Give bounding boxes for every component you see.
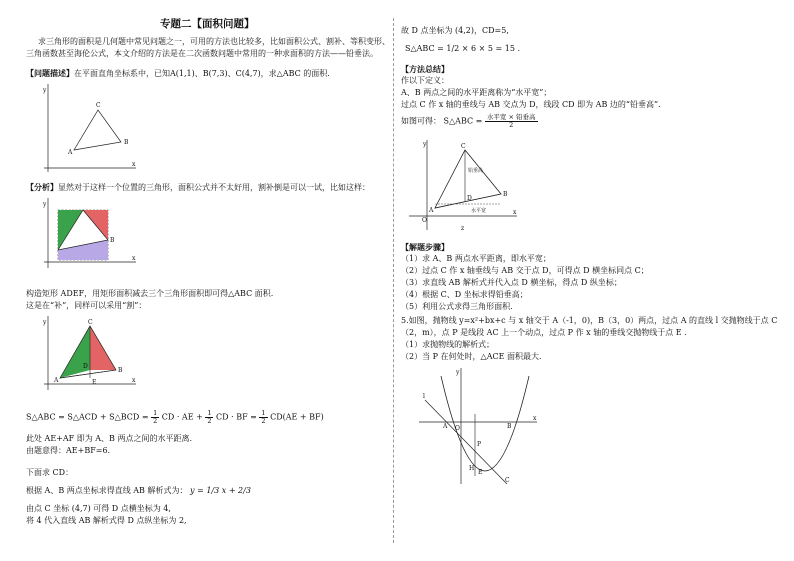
figure-text: 如图可得： xyxy=(401,116,441,126)
definition-1: 作以下定义： xyxy=(401,76,449,85)
label-A3: A xyxy=(54,377,59,384)
figure-vertical-height xyxy=(405,138,523,234)
label-vertical-height: 铅垂高 xyxy=(468,168,484,174)
construct-text: 构造矩形 ADEF，用矩形面积减去三个三角形面积即可得△ABC 面积. xyxy=(26,289,274,298)
line-equation-sentence xyxy=(26,486,251,496)
example-question-2: （2）当 P 在何处时，△ACE 面积最大. xyxy=(401,352,542,361)
problem-label: 【问题描述】 xyxy=(26,68,74,78)
label-y: y xyxy=(43,87,47,94)
problem-text: 在平面直角坐标系中，已知A(1,1)、B(7,3)、C(4,7)，求△ABC 的面积. xyxy=(74,69,330,78)
figure-rectangle xyxy=(38,196,138,274)
line-text: 根据 A、B 两点坐标求得直线 AB 解析式为： xyxy=(26,486,188,495)
formula-mid: CD · AE + xyxy=(161,412,203,422)
label-B3: B xyxy=(118,367,123,374)
figure-split xyxy=(38,314,138,394)
label-A: A xyxy=(68,149,73,156)
analysis xyxy=(26,182,370,193)
page-title: 专题二【面积问题】 xyxy=(160,18,255,30)
label-x: x xyxy=(132,161,136,168)
next-text: 下面求 CD： xyxy=(26,468,74,477)
label-y2: y xyxy=(43,201,47,208)
label-y4: y xyxy=(423,141,427,148)
fraction-half-2: $\frac{1}{2}$ xyxy=(207,409,212,425)
label-x5: x xyxy=(533,415,537,422)
step-4: （4）根据 C、D 坐标求得铅垂高； xyxy=(401,290,528,299)
label-y3: y xyxy=(43,319,47,326)
definition-2: A、B 两点之间的水平距离称为“水平宽”； xyxy=(401,88,552,97)
label-z4: z xyxy=(461,225,465,232)
column-divider xyxy=(393,18,394,543)
point-text-2: 将 4 代入直线 AB 解析式得 D 点纵坐标为 2, xyxy=(26,516,187,525)
fraction-half-1: $\frac{1}{2}$ xyxy=(153,409,158,425)
supplement-text: 这是在“补”，同样可以采用“割”： xyxy=(26,301,147,310)
step-5: （5）利用公式求得三角形面积. xyxy=(401,302,513,311)
note-1: 此处 AE+AF 即为 A、B 两点之间的水平距离. xyxy=(26,434,193,443)
definition-3: 过点 C 作 x 轴的垂线与 AB 交点为 D，线段 CD 即为 AB 边的“铅垂高”. xyxy=(401,100,661,109)
label-x4: x xyxy=(513,209,517,216)
label-E5: E xyxy=(478,469,483,476)
note-2: 由题意得：AE+BF=6. xyxy=(26,446,111,455)
label-H5: H xyxy=(469,465,475,472)
example-line-2: （2，m），点 P 是线段 AC 上一个动点，过点 P 作 x 轴的垂线交抛物线于点 E . xyxy=(401,328,687,337)
problem-statement xyxy=(26,68,330,79)
point-text-1: 由点 C 坐标 (4,7) 可得 D 点横坐标为 4, xyxy=(26,504,171,513)
general-fraction: $\frac{\text{水平宽 × 铅垂高}}{2}$ xyxy=(486,113,536,129)
analysis-text: 显然对于这样一个位置的三角形，面积公式并不太好用，割补倒是可以一试，比如这样： xyxy=(58,183,370,192)
d-coordinate-text: 故 D 点坐标为 (4,2)，CD=5, xyxy=(401,26,509,35)
intro-line-1: 求三角形的面积是几何题中常见问题之一，可用的方法也比较多，比如面积公式、割补、等积变形、 xyxy=(38,37,390,46)
label-C5: C xyxy=(505,477,510,484)
label-C3: C xyxy=(88,319,93,326)
analysis-label: 【分析】 xyxy=(26,182,58,192)
label-D4: D xyxy=(467,195,472,202)
label-x2: x xyxy=(132,255,136,262)
line-equation: y = 1/3 x + 2/3 xyxy=(190,486,251,495)
line-l xyxy=(425,400,507,484)
label-horizontal-width: 水平宽 xyxy=(471,208,487,214)
label-C: C xyxy=(96,102,101,109)
area-split-formula xyxy=(26,410,324,425)
intro-line-2: 三角函数甚至海伦公式，本文介绍的方法是在二次函数问题中常用的一种求面积的方法——铅垂法。 xyxy=(26,49,378,58)
label-B5: B xyxy=(507,423,512,430)
steps-label: 【解题步骤】 xyxy=(401,242,449,252)
method-label: 【方法总结】 xyxy=(401,64,449,74)
example-line-1: 5.如图，抛物线 y=x²+bx+c 与 x 轴交于 A（-1，0)，B（3，0）两点，过点 A 的直线 l 交抛物线于点 C xyxy=(401,316,778,325)
label-B2: B xyxy=(110,237,115,244)
formula-mid2: CD · BF = xyxy=(216,412,257,422)
figure-parabola xyxy=(415,366,541,488)
step-3: （3）求直线 AB 解析式并代入点 D 横坐标，得点 D 纵坐标； xyxy=(401,278,622,287)
label-D3: D xyxy=(83,363,88,370)
formula-end: CD(AE + BF) xyxy=(270,412,324,422)
label-y5: y xyxy=(456,369,460,376)
label-x3: x xyxy=(132,377,136,384)
label-O5: O xyxy=(455,425,460,432)
fraction-half-3: $\frac{1}{2}$ xyxy=(261,409,266,425)
label-C4: C xyxy=(461,143,466,150)
area-result: S△ABC = 1/2 × 6 × 5 = 15 . xyxy=(405,44,521,53)
formula-text: S△ABC = xyxy=(443,116,483,126)
example-question-1: （1）求抛物线的解析式； xyxy=(401,340,495,349)
label-P5: P xyxy=(477,441,482,448)
figure-triangle xyxy=(38,82,138,174)
label-B4: B xyxy=(503,191,508,198)
formula-lhs: S△ABC = S△ACD + S△BCD = xyxy=(26,412,149,422)
step-2: （2）过点 C 作 x 轴垂线与 AB 交于点 D，可得点 D 横坐标同点 C； xyxy=(401,266,649,275)
label-A5: A xyxy=(443,423,448,430)
label-E3: E xyxy=(92,379,97,386)
label-A4: A xyxy=(429,207,434,214)
step-1: （1）求 A、B 两点水平距离，即水平宽； xyxy=(401,254,551,263)
label-O4: O xyxy=(422,217,427,224)
label-B: B xyxy=(124,139,129,146)
label-l5: l xyxy=(423,393,425,400)
parabola-curve xyxy=(441,376,529,471)
general-formula xyxy=(401,114,538,129)
